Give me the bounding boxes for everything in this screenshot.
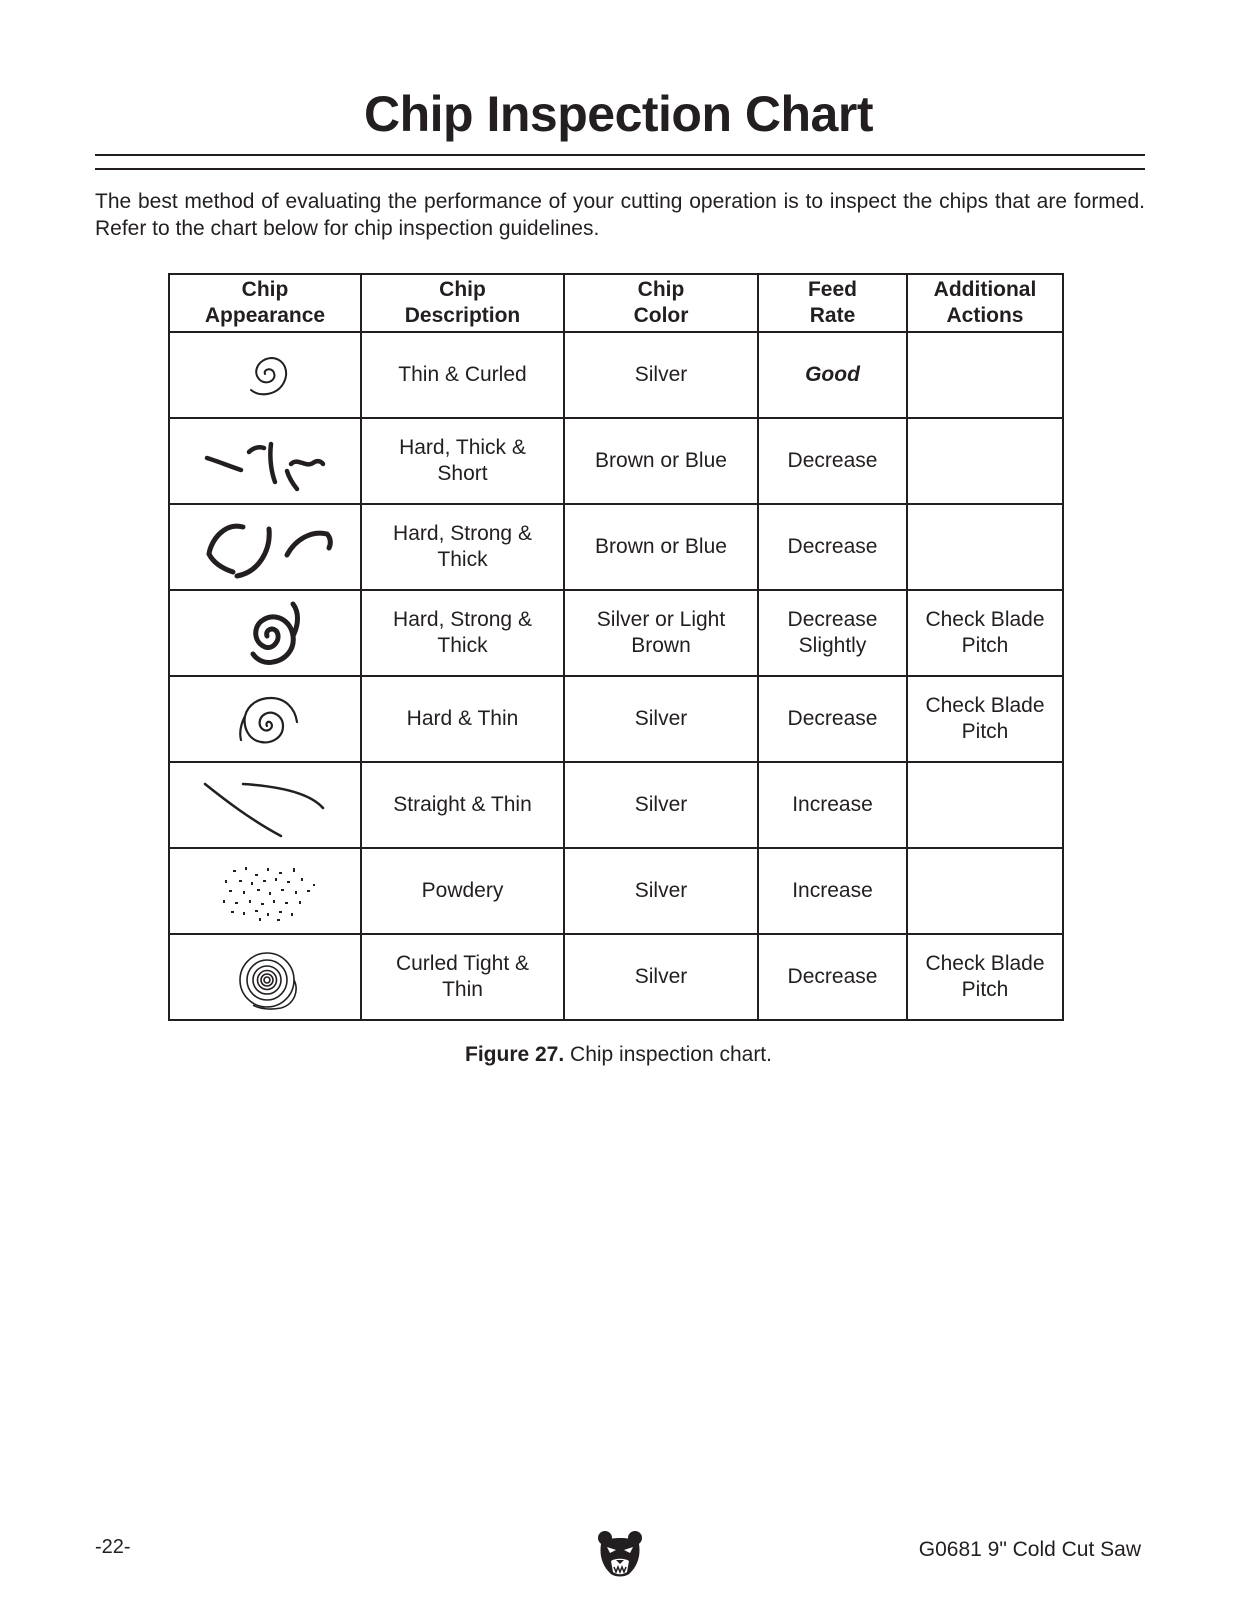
header-chip-appearance: Chip Appearance (169, 274, 361, 332)
chip-color-cell: Silver (564, 848, 758, 934)
additional-actions-cell (907, 332, 1063, 418)
table-row (169, 332, 1063, 418)
page-number: -22- (95, 1536, 131, 1558)
table-row (169, 418, 1063, 504)
table-header-row (169, 274, 1063, 332)
chip-description-cell: Powdery (361, 848, 564, 934)
straight-thin-chip-icon (195, 770, 335, 840)
title-rule-top (95, 154, 1145, 156)
chip-appearance-cell (169, 848, 361, 934)
header-additional-actions: Additional Actions (907, 274, 1063, 332)
additional-actions-cell (907, 418, 1063, 504)
chip-description-cell: Hard & Thin (361, 676, 564, 762)
chip-color-cell: Brown or Blue (564, 418, 758, 504)
header-feed-rate: Feed Rate (758, 274, 907, 332)
chip-description-cell: Straight & Thin (361, 762, 564, 848)
feed-rate-cell: Decrease (758, 418, 907, 504)
table-row (169, 590, 1063, 676)
page-title: Chip Inspection Chart (364, 86, 873, 142)
header-chip-description: Chip Description (361, 274, 564, 332)
powdery-chip-icon (195, 856, 335, 926)
header-chip-color: Chip Color (564, 274, 758, 332)
title-rule-bottom (95, 168, 1145, 170)
chip-color-cell: Silver (564, 762, 758, 848)
chip-description-cell: Hard, Strong & Thick (361, 590, 564, 676)
hard-thin-spiral-chip-icon (195, 684, 335, 754)
chip-description-cell: Thin & Curled (361, 332, 564, 418)
chip-appearance-cell (169, 332, 361, 418)
feed-rate-cell: Decrease (758, 676, 907, 762)
chip-color-cell: Brown or Blue (564, 504, 758, 590)
tight-spiral-chip-icon (195, 942, 335, 1012)
additional-actions-cell (907, 762, 1063, 848)
table-row (169, 676, 1063, 762)
chip-appearance-cell (169, 676, 361, 762)
chip-description-cell: Curled Tight & Thin (361, 934, 564, 1020)
hard-strong-thick-chip-icon (195, 512, 335, 582)
additional-actions-cell: Check Blade Pitch (907, 590, 1063, 676)
thick-spiral-chip-icon (195, 598, 335, 668)
chip-appearance-cell (169, 418, 361, 504)
chip-description-cell: Hard, Strong & Thick (361, 504, 564, 590)
table-row (169, 934, 1063, 1020)
chip-appearance-cell (169, 934, 361, 1020)
figure-caption (0, 1042, 1237, 1068)
table-row (169, 504, 1063, 590)
model-name: G0681 9" Cold Cut Saw (918, 1538, 1141, 1561)
figure-caption-text: Chip inspection chart. (564, 1043, 772, 1066)
thin-curled-chip-icon (195, 340, 335, 410)
feed-rate-cell: Good (758, 332, 907, 418)
chip-color-cell: Silver or Light Brown (564, 590, 758, 676)
chip-description-cell: Hard, Thick & Short (361, 418, 564, 504)
feed-rate-cell: Increase (758, 848, 907, 934)
table-row (169, 848, 1063, 934)
bear-logo-icon (597, 1530, 643, 1580)
chip-color-cell: Silver (564, 934, 758, 1020)
chip-appearance-cell (169, 504, 361, 590)
feed-rate-cell: Decrease (758, 504, 907, 590)
feed-rate-cell: Increase (758, 762, 907, 848)
chip-color-cell: Silver (564, 332, 758, 418)
additional-actions-cell (907, 848, 1063, 934)
additional-actions-cell: Check Blade Pitch (907, 676, 1063, 762)
chip-appearance-cell (169, 590, 361, 676)
feed-rate-cell: Decrease (758, 934, 907, 1020)
chip-appearance-cell (169, 762, 361, 848)
table-row (169, 762, 1063, 848)
feed-rate-cell: Decrease Slightly (758, 590, 907, 676)
chip-inspection-table (168, 273, 1064, 1021)
additional-actions-cell (907, 504, 1063, 590)
figure-label: Figure 27. (465, 1043, 565, 1066)
hard-thick-short-chip-icon (195, 426, 335, 496)
intro-paragraph: The best method of evaluating the performance of your cutting operation is to inspect the chips that are formed. Refer to the chart below for chip inspection guidelines. (95, 190, 1145, 240)
additional-actions-cell: Check Blade Pitch (907, 934, 1063, 1020)
chip-color-cell: Silver (564, 676, 758, 762)
